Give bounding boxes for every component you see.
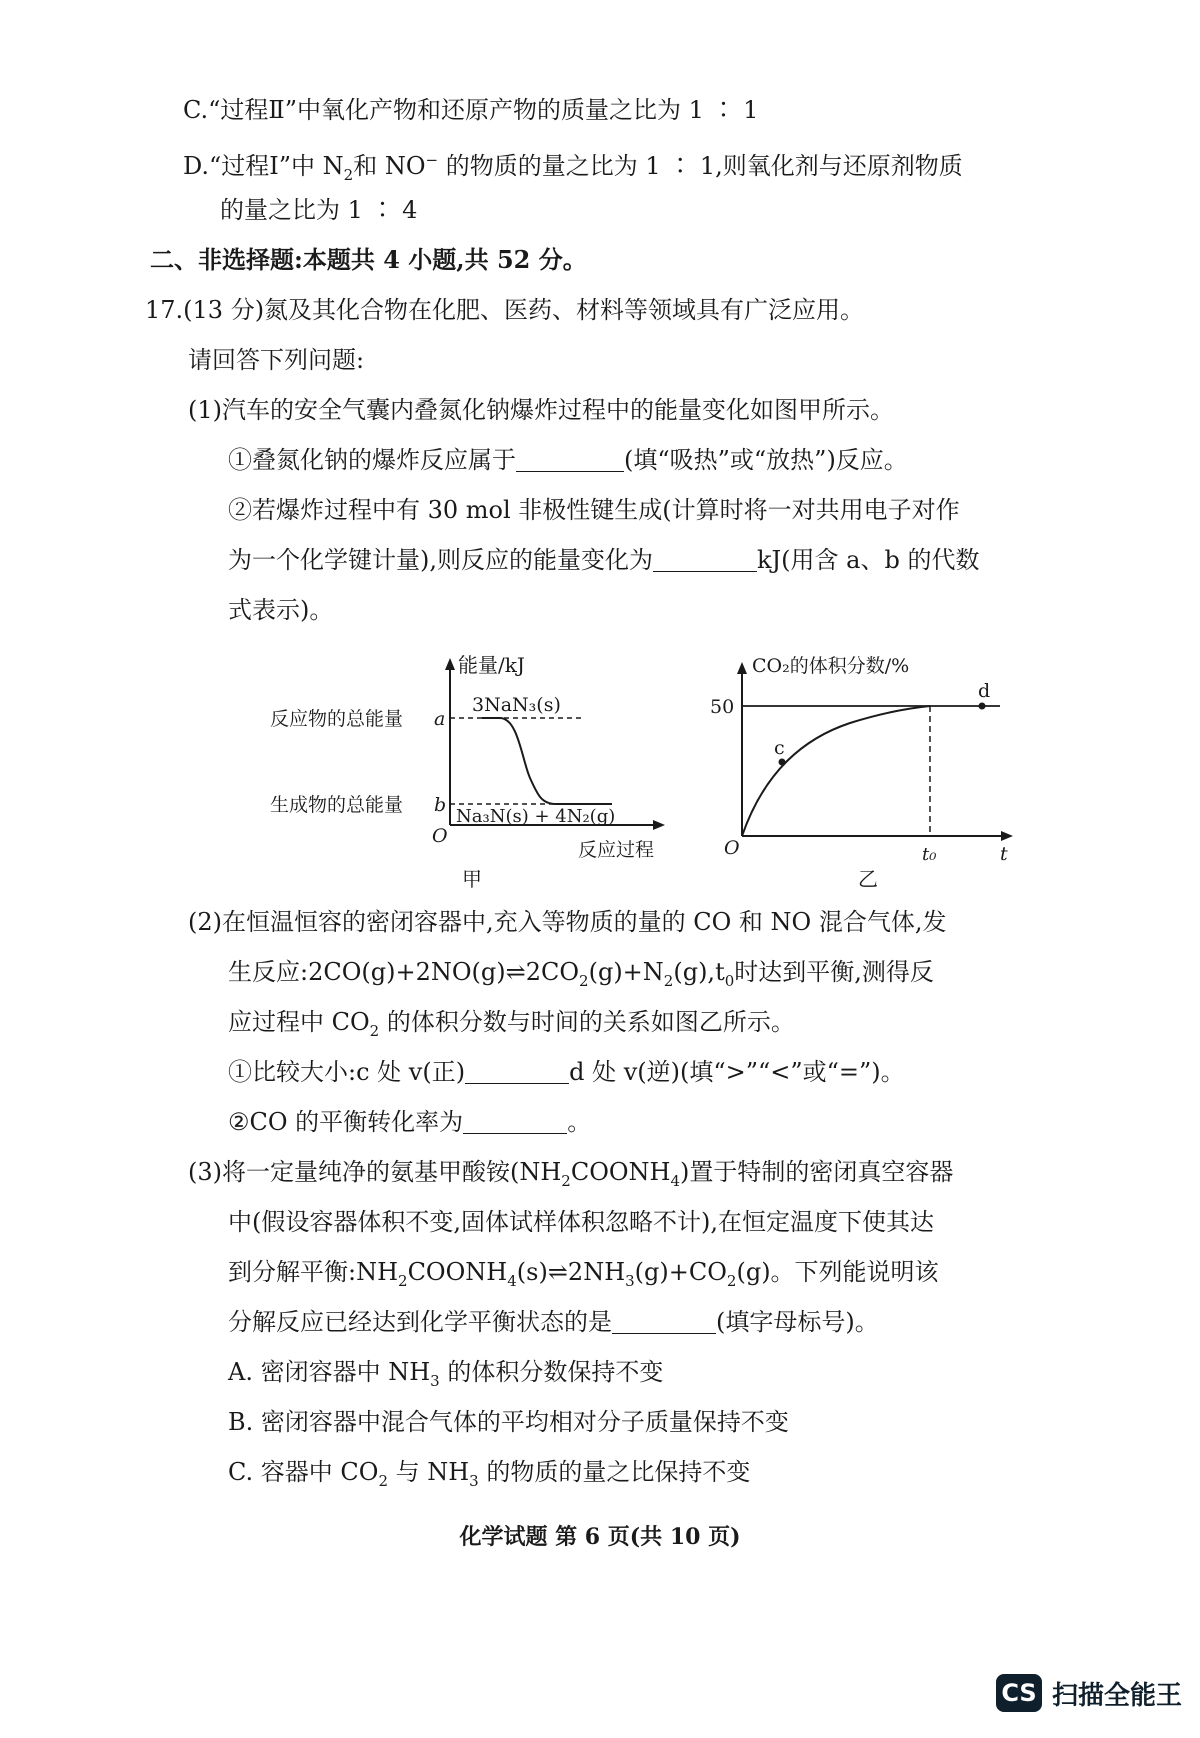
x-axis-arrow: [1001, 831, 1013, 841]
y-axis-label: CO₂的体积分数/%: [752, 655, 910, 677]
reactant-formula: 3NaN₃(s): [472, 694, 561, 716]
part-3-reaction: 到分解平衡$:NH_2COONH_4(s)\rightleftharpoons 2NH_3(g)+CO_2(g)$。下列能说明该: [228, 1258, 939, 1290]
figure-caption-yi: 乙: [858, 867, 878, 890]
section-heading: 二、非选择题:本题共 4 小题,共 52 分。: [150, 245, 587, 274]
part-2-cont: 应过程中 $CO_2$ 的体积分数与时间的关系如图乙所示。: [228, 1008, 795, 1040]
reactant-energy-label: 反应物的总能量: [270, 708, 404, 730]
x-axis-label: 反应过程: [578, 839, 655, 861]
option-c: C.“过程Ⅱ”中氧化产物和还原产物的质量之比为 1 ∶ 1: [183, 96, 759, 124]
energy-diagram: [260, 650, 680, 890]
part-1-q1: ①叠氮化钠的爆炸反应属于 (填“吸热”或“放热”)反应。: [228, 446, 908, 474]
co2-curve: [742, 706, 930, 836]
watermark-text: 扫描全能王: [1051, 1680, 1182, 1711]
option-d-cont: 的量之比为 1 ∶ 4: [220, 196, 418, 224]
co2-fraction-chart: [710, 650, 1030, 890]
label-b: b: [434, 794, 447, 816]
part-2-q1: ①比较大小:c 处 v(正) d 处 v(逆)(填“>”“<”或“=”)。: [228, 1058, 905, 1086]
x-axis-arrow: [653, 820, 665, 830]
energy-curve: [482, 718, 612, 804]
scanner-watermark: [996, 1674, 1182, 1712]
t0-label: t₀: [922, 844, 937, 865]
point-d: [979, 703, 986, 710]
x-axis-label: t: [1000, 843, 1008, 865]
part-1-q2: ②若爆炸过程中有 30 mol 非极性键生成(计算时将一对共用电子对作: [228, 496, 960, 524]
answer-blank[interactable]: [653, 547, 757, 572]
answer-blank[interactable]: [465, 1059, 569, 1084]
point-c: [779, 759, 786, 766]
y-axis-arrow: [445, 658, 455, 670]
y-axis-arrow: [737, 662, 747, 674]
y-axis-label: 能量/kJ: [458, 653, 525, 677]
origin-label: O: [724, 837, 740, 859]
part-3: (3)将一定量纯净的氨基甲酸铵$(NH_2COONH_4)$置于特制的密闭真空容器: [188, 1158, 954, 1190]
part-3-cont: 中(假设容器体积不变,固体试样体积忽略不计),在恒定温度下使其达: [228, 1208, 934, 1236]
label-a: a: [434, 708, 446, 730]
product-formula: Na₃N(s) + 4N₂(g): [456, 806, 616, 827]
y-tick-50: 50: [710, 696, 735, 718]
part-1: (1)汽车的安全气囊内叠氮化钠爆炸过程中的能量变化如图甲所示。: [188, 396, 894, 424]
origin-label: O: [432, 825, 448, 847]
option-b: B. 密闭容器中混合气体的平均相对分子质量保持不变: [228, 1408, 789, 1436]
product-energy-label: 生成物的总能量: [270, 794, 404, 816]
option-d: D.“过程Ⅰ”中 $N_2$和 NO− 的物质的量之比为 1 ∶ 1,则氧化剂与还原剂物质: [183, 151, 963, 184]
figure-caption-jia: 甲: [462, 867, 482, 890]
label-c: c: [774, 737, 785, 759]
answer-blank[interactable]: [463, 1109, 567, 1134]
part-1-q2-end: 式表示)。: [228, 596, 334, 624]
option-a: A. 密闭容器中 $NH_3$ 的体积分数保持不变: [228, 1358, 664, 1390]
part-2: (2)在恒温恒容的密闭容器中,充入等物质的量的 CO 和 NO 混合气体,发: [188, 908, 947, 936]
part-1-q2-cont: 为一个化学键计量),则反应的能量变化为 kJ(用含 a、b 的代数: [228, 546, 980, 574]
part-2-reaction: 生反应$:2CO(g)+2NO(g)\rightleftharpoons 2CO_2(g)+N_2(g),t_0$时达到平衡,测得反: [228, 958, 934, 990]
question-prompt: 请回答下列问题:: [188, 346, 365, 374]
part-3-question: 分解反应已经达到化学平衡状态的是 (填字母标号)。: [228, 1308, 879, 1336]
watermark-logo: CS: [996, 1674, 1042, 1712]
page-footer: 化学试题 第 6 页(共 10 页): [459, 1524, 741, 1550]
answer-blank[interactable]: [612, 1309, 716, 1334]
part-2-q2: ②CO 的平衡转化率为 。: [228, 1108, 592, 1136]
answer-blank[interactable]: [516, 447, 624, 472]
question-17: 17.(13 分)氮及其化合物在化肥、医药、材料等领域具有广泛应用。: [145, 296, 865, 324]
option-c-part3: C. 容器中 $CO_2$ 与 $NH_3$ 的物质的量之比保持不变: [228, 1458, 751, 1490]
label-d: d: [978, 680, 991, 702]
